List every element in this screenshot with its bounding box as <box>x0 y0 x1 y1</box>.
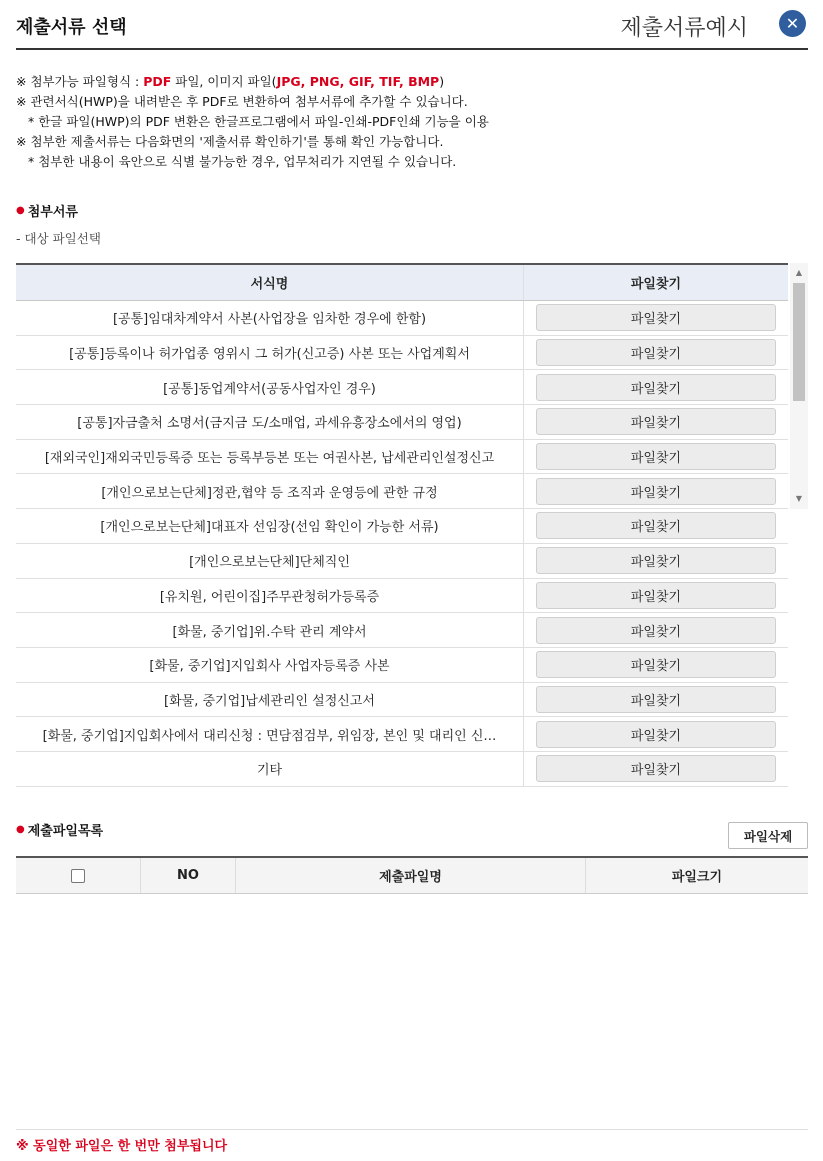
col-header-find-file: 파일찾기 <box>630 277 682 292</box>
scroll-thumb[interactable] <box>793 283 805 401</box>
col-header-select <box>16 858 141 893</box>
notice-text: 파일, 이미지 파일( <box>171 74 277 89</box>
form-name: [공통]동업계약서(공동사업자인 경우) <box>16 370 524 404</box>
footer-divider <box>16 1129 808 1130</box>
find-file-button[interactable]: 파일찾기 <box>536 512 776 539</box>
section-title-text: 제출파일목록 <box>27 824 104 839</box>
table-row <box>16 370 788 405</box>
table-row <box>16 301 788 336</box>
form-name: [화물, 중기업]지입회사 사업자등록증 사본 <box>16 648 524 682</box>
form-name: [화물, 중기업]지입회사에서 대리신청 : 면담점검부, 위임장, 본인 및 대리인 신… <box>16 717 524 751</box>
notice-line-hwp: ※ 관련서식(HWP)을 내려받은 후 PDF로 변환하여 첨부서류에 추가할 수 있습니다. <box>16 94 468 109</box>
form-name: [개인으로보는단체]단체직인 <box>16 544 524 578</box>
table-row <box>16 336 788 371</box>
attachments-subtitle: - 대상 파일선택 <box>16 231 101 246</box>
form-name: [공통]임대차계약서 사본(사업장을 임차한 경우에 한함) <box>16 301 524 335</box>
find-file-cell <box>524 474 788 508</box>
form-name: [개인으로보는단체]정관,협약 등 조직과 운영등에 관한 규정 <box>16 474 524 508</box>
notice-text: ※ 첨부가능 파일형식 : <box>16 74 144 89</box>
notice-pdf: PDF <box>143 74 172 89</box>
notice-text: ) <box>439 74 445 89</box>
table-row <box>16 405 788 440</box>
find-file-button[interactable]: 파일찾기 <box>536 582 776 609</box>
close-icon[interactable]: ✕ <box>779 10 806 37</box>
files-table-header <box>16 856 808 894</box>
find-file-button[interactable]: 파일찾기 <box>536 478 776 505</box>
find-file-button[interactable]: 파일찾기 <box>536 374 776 401</box>
col-header-form-name: 서식명 <box>16 265 524 300</box>
bullet-icon: ● <box>16 205 25 216</box>
table-row <box>16 579 788 614</box>
submission-example-link[interactable]: 제출서류예시 <box>620 16 748 41</box>
notice-line-confirm: ※ 첨부한 제출서류는 다음화면의 '제출서류 확인하기'를 통해 확인 가능합니다. <box>16 134 444 149</box>
modal-header <box>16 0 808 50</box>
find-file-cell <box>524 440 788 474</box>
attachments-section-title <box>16 201 78 220</box>
find-file-button[interactable]: 파일찾기 <box>536 408 776 435</box>
table-row <box>16 474 788 509</box>
form-name: [화물, 중기업]위.수탁 관리 계약서 <box>16 613 524 647</box>
form-name: [유치원, 어린이집]주무관청허가등록증 <box>16 579 524 613</box>
form-name: 기타 <box>16 752 524 786</box>
find-file-cell <box>524 752 788 786</box>
col-header-file-size: 파일크기 <box>671 870 723 885</box>
find-file-cell <box>524 717 788 751</box>
col-header-file-name: 제출파일명 <box>236 858 586 893</box>
table-row <box>16 544 788 579</box>
duplicate-file-note: ※ 동일한 파일은 한 번만 첨부됩니다 <box>16 1139 228 1154</box>
form-name: [화물, 중기업]납세관리인 설정신고서 <box>16 683 524 717</box>
files-section-title <box>16 820 103 839</box>
find-file-cell <box>524 613 788 647</box>
table-row <box>16 509 788 544</box>
table-row <box>16 440 788 475</box>
scroll-up-arrow-icon[interactable]: ▲ <box>795 268 803 277</box>
find-file-button[interactable]: 파일찾기 <box>536 721 776 748</box>
page-title: 제출서류 선택 <box>16 17 127 38</box>
table-header-row <box>16 265 788 301</box>
select-all-checkbox[interactable] <box>71 869 85 883</box>
find-file-button[interactable]: 파일찾기 <box>536 304 776 331</box>
attachments-table <box>16 263 788 787</box>
delete-file-button[interactable]: 파일삭제 <box>728 822 808 849</box>
find-file-cell <box>524 370 788 404</box>
notice-line-formats <box>16 72 806 92</box>
table-scrollbar[interactable] <box>790 263 808 509</box>
form-name: [개인으로보는단체]대표자 선임장(선임 확인이 가능한 서류) <box>16 509 524 543</box>
find-file-cell <box>524 509 788 543</box>
find-file-button[interactable]: 파일찾기 <box>536 755 776 782</box>
find-file-cell <box>524 579 788 613</box>
notice-line-delay: * 첨부한 내용이 육안으로 식별 불가능한 경우, 업무처리가 지연될 수 있습니다. <box>28 154 457 169</box>
find-file-cell <box>524 405 788 439</box>
form-name: [공통]등록이나 허가업종 영위시 그 허가(신고증) 사본 또는 사업계획서 <box>16 336 524 370</box>
notice-line-pdf-convert: * 한글 파일(HWP)의 PDF 변환은 한글프로그램에서 파일-인쇄-PDF인쇄 기능을 이용 <box>28 114 489 129</box>
notice-image-formats: JPG, PNG, GIF, TIF, BMP <box>276 74 440 89</box>
find-file-cell <box>524 336 788 370</box>
section-title-text: 첨부서류 <box>27 205 78 220</box>
table-row <box>16 648 788 683</box>
notice-box <box>16 72 806 172</box>
find-file-cell <box>524 544 788 578</box>
bullet-icon: ● <box>16 824 25 835</box>
form-name: [재외국인]재외국민등록증 또는 등록부등본 또는 여권사본, 납세관리인설정신고 <box>16 440 524 474</box>
scroll-down-arrow-icon[interactable]: ▼ <box>795 494 803 503</box>
find-file-button[interactable]: 파일찾기 <box>536 443 776 470</box>
find-file-cell <box>524 683 788 717</box>
find-file-button[interactable]: 파일찾기 <box>536 617 776 644</box>
table-row <box>16 683 788 718</box>
find-file-button[interactable]: 파일찾기 <box>536 547 776 574</box>
find-file-button[interactable]: 파일찾기 <box>536 686 776 713</box>
table-row <box>16 613 788 648</box>
find-file-button[interactable]: 파일찾기 <box>536 339 776 366</box>
table-row <box>16 752 788 787</box>
table-row <box>16 717 788 752</box>
form-name: [공통]자금출처 소명서(금지금 도/소매업, 과세유흥장소에서의 영업) <box>16 405 524 439</box>
find-file-cell <box>524 301 788 335</box>
find-file-button[interactable]: 파일찾기 <box>536 651 776 678</box>
col-header-no: NO <box>141 858 236 893</box>
find-file-cell <box>524 648 788 682</box>
